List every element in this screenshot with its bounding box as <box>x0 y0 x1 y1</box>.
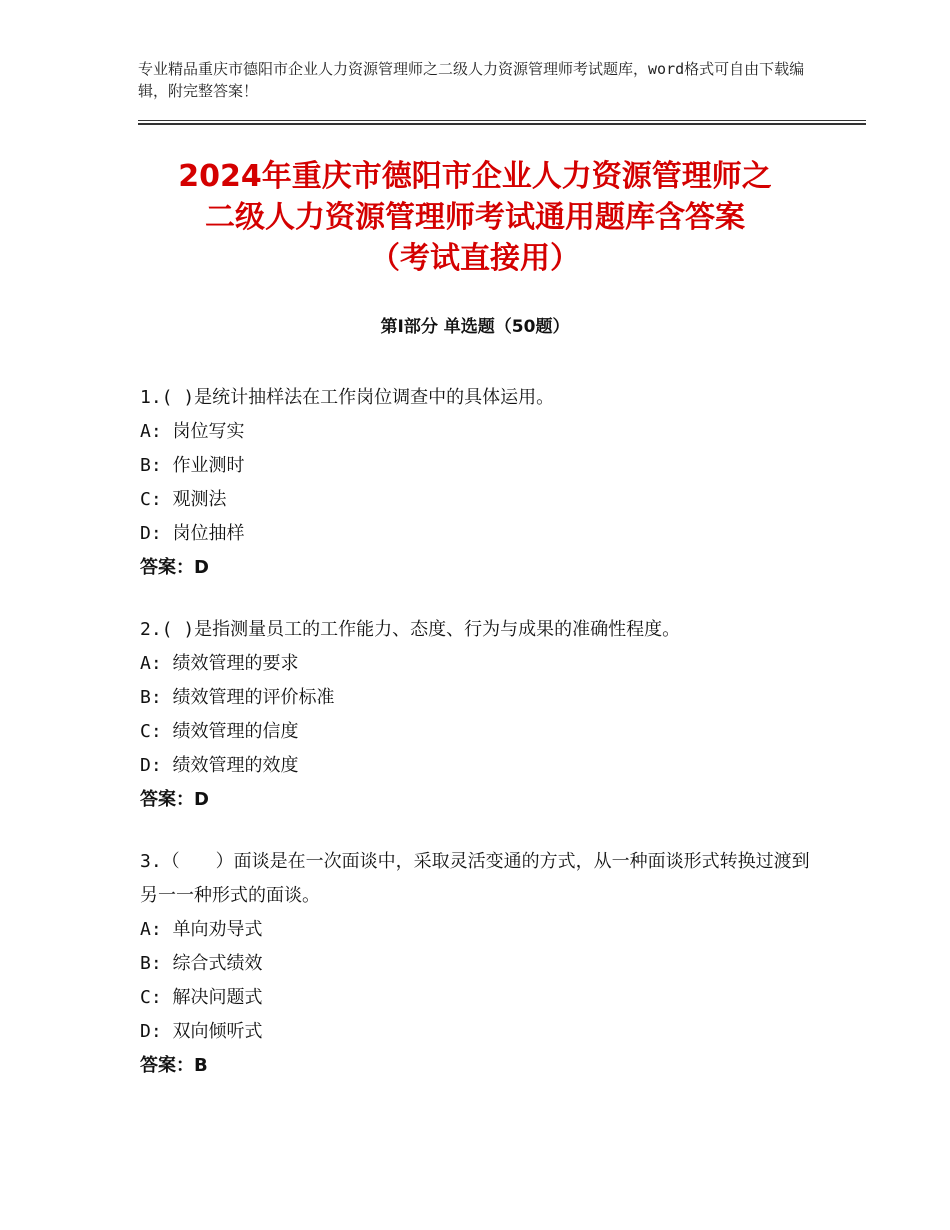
option-d: D: 双向倾听式 <box>140 1021 263 1042</box>
option-c: C: 观测法 <box>140 489 227 510</box>
document-title-line: 二级人力资源管理师考试通用题库含答案 <box>205 200 745 235</box>
question-stem: 2.( )是指测量员工的工作能力、态度、行为与成果的准确性程度。 <box>140 619 681 640</box>
section-title: 第Ⅰ部分 单选题（50题） <box>380 317 570 337</box>
question-stem: 1.( )是统计抽样法在工作岗位调查中的具体运用。 <box>140 387 555 408</box>
question-3 <box>140 845 820 1083</box>
option-a: A: 绩效管理的要求 <box>140 653 299 674</box>
question-list <box>140 381 820 1111</box>
document-title-line: 2024年重庆市德阳市企业人力资源管理师之 <box>178 159 772 194</box>
header-rule-thin <box>138 120 866 121</box>
option-c: C: 解决问题式 <box>140 987 263 1008</box>
question-1 <box>140 381 820 585</box>
option-d: D: 绩效管理的效度 <box>140 755 299 776</box>
question-stem: 3.（ ）面谈是在一次面谈中，采取灵活变通的方式，从一种面谈形式转换过渡到另一一种形式的面谈。 <box>140 851 810 906</box>
option-a: A: 岗位写实 <box>140 421 245 442</box>
option-b: B: 作业测时 <box>140 455 245 476</box>
document-title <box>100 156 850 279</box>
option-a: A: 单向劝导式 <box>140 919 263 940</box>
header-note: 专业精品重庆市德阳市企业人力资源管理师之二级人力资源管理师考试题库，word格式可自由下载编辑，附完整答案！ <box>138 60 805 100</box>
document-title-line: （考试直接用） <box>370 241 580 276</box>
answer: 答案：D <box>140 557 209 578</box>
option-c: C: 绩效管理的信度 <box>140 721 299 742</box>
option-b: B: 综合式绩效 <box>140 953 263 974</box>
option-d: D: 岗位抽样 <box>140 523 245 544</box>
answer: 答案：D <box>140 789 209 810</box>
answer: 答案：B <box>140 1055 208 1076</box>
option-b: B: 绩效管理的评价标准 <box>140 687 335 708</box>
header-rule-thick <box>138 123 866 125</box>
question-2 <box>140 613 820 817</box>
